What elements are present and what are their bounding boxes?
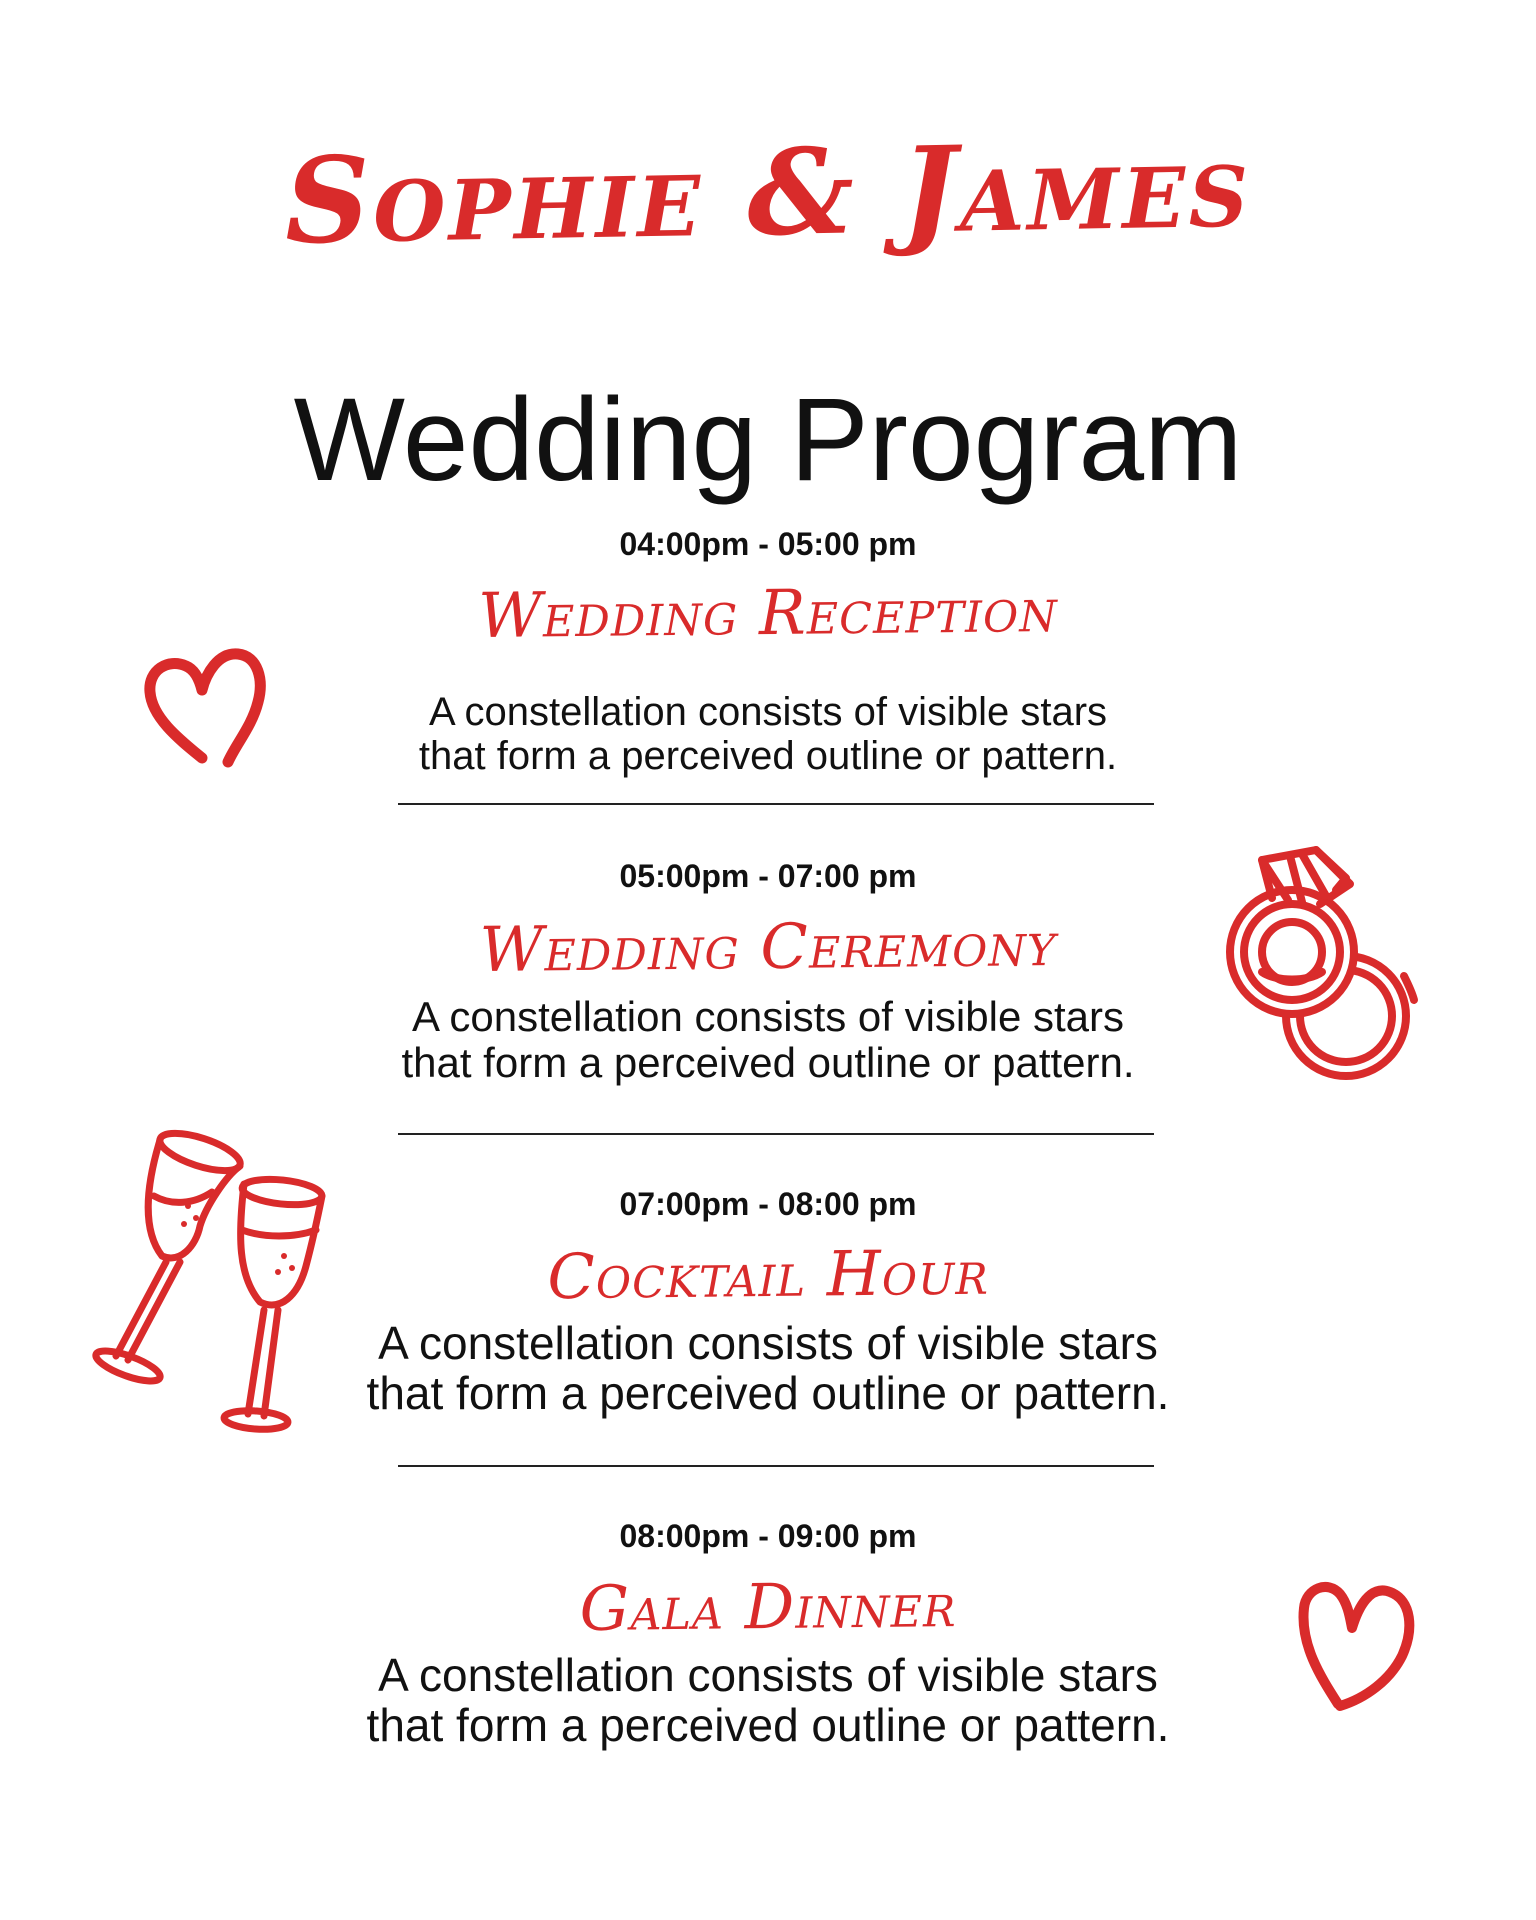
event-cocktail-hour <box>268 1184 1268 1418</box>
event-description-line: that form a perceived outline or pattern. <box>366 1699 1170 1751</box>
event-description-line: A constellation consists of visible stars <box>428 690 1108 734</box>
event-time: 04:00pm - 05:00 pm <box>619 526 917 562</box>
event-description <box>268 994 1268 1086</box>
event-description <box>268 690 1268 778</box>
heart-icon <box>140 640 270 770</box>
event-description-line: that form a perceived outline or pattern. <box>366 1367 1170 1419</box>
divider <box>398 1133 1154 1135</box>
event-description <box>268 1650 1268 1750</box>
event-description <box>268 1318 1268 1418</box>
divider <box>398 803 1154 805</box>
event-name: Wedding Ceremony <box>479 906 1057 987</box>
event-description-line: that form a perceived outline or pattern. <box>401 1039 1135 1086</box>
event-wedding-ceremony <box>268 856 1268 1086</box>
wedding-rings-icon <box>1228 842 1428 1092</box>
divider <box>398 1465 1154 1467</box>
event-description-line: that form a perceived outline or pattern. <box>418 734 1118 778</box>
event-name: Gala Dinner <box>579 1568 957 1645</box>
event-description-line: A constellation consists of visible stars <box>412 993 1124 1040</box>
couple-names: Sophie & James <box>283 114 1253 271</box>
event-description-line: A constellation consists of visible stars <box>378 1649 1158 1701</box>
event-time: 08:00pm - 09:00 pm <box>619 1518 917 1554</box>
page-title: Wedding Program <box>293 374 1243 506</box>
heart-icon <box>1290 1566 1420 1716</box>
event-name: Cocktail Hour <box>546 1235 990 1314</box>
event-time: 07:00pm - 08:00 pm <box>619 1186 917 1222</box>
champagne-glasses-icon <box>88 1126 338 1446</box>
event-gala-dinner <box>268 1516 1268 1750</box>
event-name: Wedding Reception <box>477 572 1059 653</box>
event-wedding-reception <box>268 524 1268 778</box>
event-time: 05:00pm - 07:00 pm <box>619 858 917 894</box>
event-description-line: A constellation consists of visible stars <box>378 1317 1158 1369</box>
